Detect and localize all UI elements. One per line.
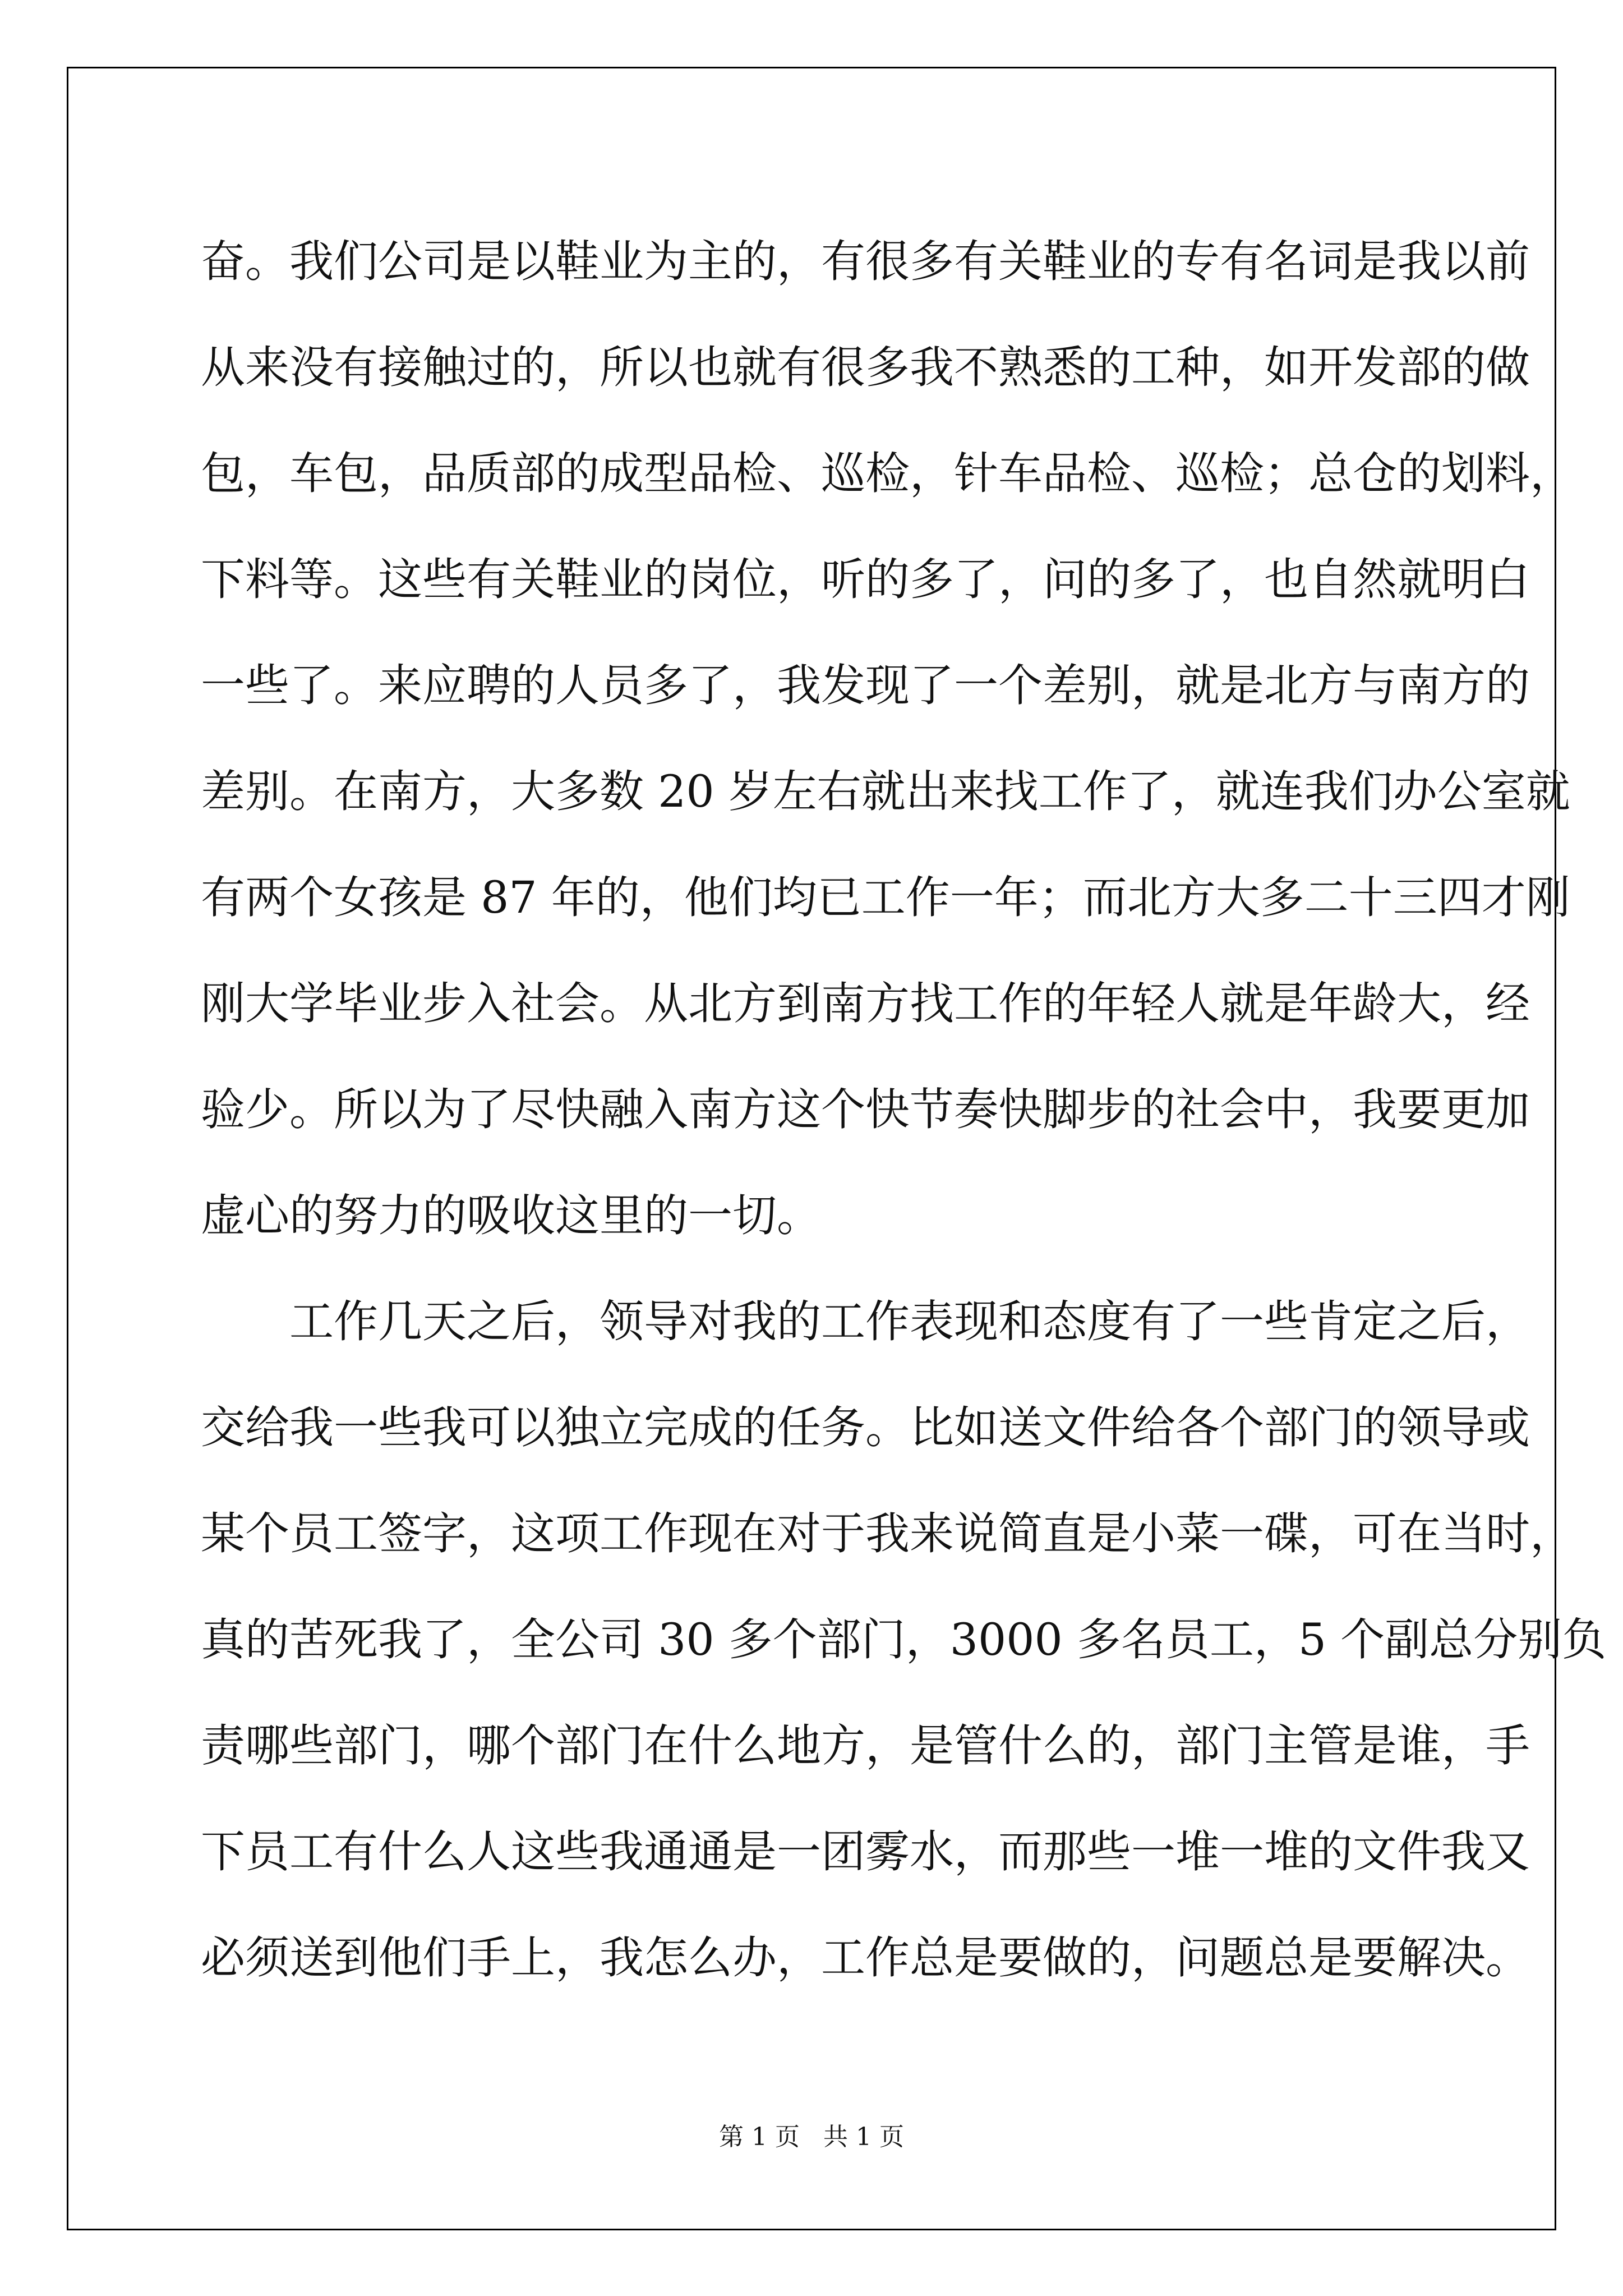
text-line: 下员工有什么人这些我通通是一团雾水，而那些一堆一堆的文件我又 (201, 1826, 1530, 1878)
text-line: 奋。我们公司是以鞋业为主的，有很多有关鞋业的专有名词是我以前 (201, 236, 1530, 287)
text-line: 工作几天之后，领导对我的工作表现和态度有了一些肯定之后， (289, 1296, 1530, 1347)
text-line: 从来没有接触过的，所以也就有很多我不熟悉的工种，如开发部的做 (201, 342, 1530, 393)
text-line: 验少。所以为了尽快融入南方这个快节奏快脚步的社会中，我要更加 (201, 1084, 1530, 1135)
text-line: 虚心的努力的吸收这里的一切。 (201, 1190, 821, 1241)
text-line: 下料等。这些有关鞋业的岗位，听的多了，问的多了，也自然就明白 (201, 554, 1530, 605)
text-line: 一些了。来应聘的人员多了，我发现了一个差别，就是北方与南方的 (201, 660, 1530, 711)
text-line: 刚大学毕业步入社会。从北方到南方找工作的年轻人就是年龄大，经 (201, 978, 1530, 1029)
document-body (201, 209, 1607, 2011)
text-line: 必须送到他们手上，我怎么办，工作总是要做的，问题总是要解决。 (201, 1932, 1530, 1984)
text-line: 差别。在南方，大多数 20 岁左右就出来找工作了，就连我们办公室就 (201, 766, 1570, 817)
text-line: 交给我一些我可以独立完成的任务。比如送文件给各个部门的领导或 (201, 1402, 1530, 1453)
text-line: 有两个女孩是 87 年的，他们均已工作一年；而北方大多二十三四才刚 (201, 872, 1570, 923)
page-number-footer: 第 1 页 共 1 页 (719, 2123, 904, 2151)
text-line: 某个员工签字，这项工作现在对于我来说简直是小菜一碟，可在当时， (201, 1508, 1574, 1559)
text-line: 包，车包，品质部的成型品检、巡检，针车品检、巡检；总仓的划料， (201, 448, 1574, 499)
text-line: 真的苦死我了，全公司 30 多个部门，3000 多名员工，5 个副总分别负 (201, 1614, 1607, 1665)
text-line: 责哪些部门，哪个部门在什么地方，是管什么的，部门主管是谁，手 (201, 1720, 1530, 1772)
